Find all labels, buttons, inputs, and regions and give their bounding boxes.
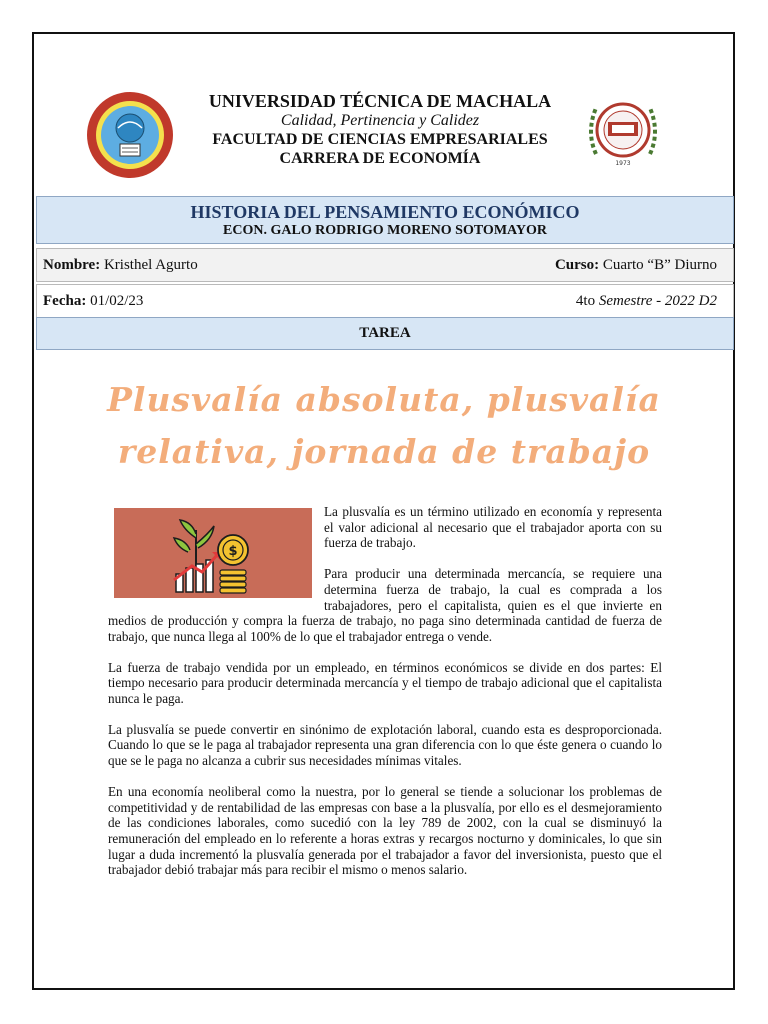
semester-italic: Semestre - 2022 D2 bbox=[598, 293, 717, 309]
course-group bbox=[555, 249, 717, 281]
paragraph-3: La fuerza de trabajo vendida por un empleado, en términos económicos se divide en dos partes: El tiempo necesario para producir determinada mercancía y el tiempo de trabajo adicional que el capitalista nunca le paga. bbox=[108, 659, 662, 707]
faculty-seal-icon bbox=[582, 92, 664, 172]
paragraph-5: En una economía neoliberal como la nuestra, por lo general se tiende a solucionar los problemas de competitividad y de rentabilidad de las empresas con base a la plusvalía, por ello es el desmejoramiento de las condiciones laborales, como sucedió con la ley 789 de 2002, con la cual se disminuyó la remuneración del empleado en lo referente a horas extras y recargos nocturno y dominicales, lo que sin lugar a duda incrementó la plusvalía generada por el trabajador a favor del inversionista, puesto que el trabajador debió trabajar más para recibir el mismo o menos salario. bbox=[108, 783, 662, 878]
date-label: Fecha: bbox=[43, 293, 87, 309]
money-growth-icon bbox=[114, 508, 312, 598]
course-bar bbox=[36, 196, 734, 244]
university-motto: Calidad, Pertinencia y Calidez bbox=[280, 112, 480, 129]
semester bbox=[576, 285, 717, 317]
course-label: Curso: bbox=[554, 257, 600, 273]
svg-text:$: $ bbox=[228, 544, 238, 559]
university-name: UNIVERSIDAD TÉCNICA DE MACHALA bbox=[208, 91, 552, 111]
date-value: 01/02/23 bbox=[90, 293, 144, 309]
semester-plain: 4to bbox=[575, 293, 596, 309]
course-teacher: ECON. GALO RODRIGO MORENO SOTOMAYOR bbox=[223, 223, 547, 238]
paragraph-2: Para producir una determinada mercancía, se requiere una determina fuerza de trabajo, la cual es comprada a los trabajadores, pero el capitalista, quien es el que invierte en medios de producción y compra la fuerza de trabajo, no paga sino determinada cantidad de fuerza de trabajo, que nunca llega al 100% de lo que el trabajador entrega o vende. bbox=[108, 566, 662, 644]
info-row-date-semester bbox=[36, 284, 734, 318]
university-seal-icon bbox=[85, 90, 175, 180]
info-row-name-course bbox=[36, 248, 734, 282]
course-value: Cuarto “B” Diurno bbox=[602, 257, 717, 273]
document-title-line-1: Plusvalía absoluta, plusvalía bbox=[107, 380, 661, 419]
course-title: HISTORIA DEL PENSAMIENTO ECONÓMICO bbox=[190, 202, 580, 222]
paragraph-1: La plusvalía es un término utilizado en economía y representa el valor adicional al necesario que el trabajador aporta con su fuerza de trabajo. bbox=[324, 504, 662, 551]
career-name: CARRERA DE ECONOMÍA bbox=[279, 150, 481, 167]
faculty-name: FACULTAD DE CIENCIAS EMPRESARIALES bbox=[212, 131, 548, 148]
name-value: Kristhel Agurto bbox=[103, 257, 198, 273]
document-body bbox=[108, 504, 662, 893]
document-title bbox=[74, 374, 694, 478]
document-title-line-2: relativa, jornada de trabajo bbox=[117, 432, 651, 471]
paragraph-4: La plusvalía se puede convertir en sinónimo de explotación laboral, cuando esta es desproporcionada. Cuando lo que se le paga al trabajador representa una gran diferencia con lo que éste genera o cuando lo que se le paga no alcanza a cubrir sus necesidades mínimas vitales. bbox=[108, 721, 662, 769]
task-label: TAREA bbox=[36, 317, 734, 350]
page-frame bbox=[32, 32, 735, 990]
header-text bbox=[184, 92, 576, 168]
document-header bbox=[34, 34, 737, 194]
student-name bbox=[43, 249, 198, 281]
seal-year: 1973 bbox=[615, 160, 631, 167]
name-label: Nombre: bbox=[43, 257, 101, 273]
date bbox=[43, 285, 143, 317]
